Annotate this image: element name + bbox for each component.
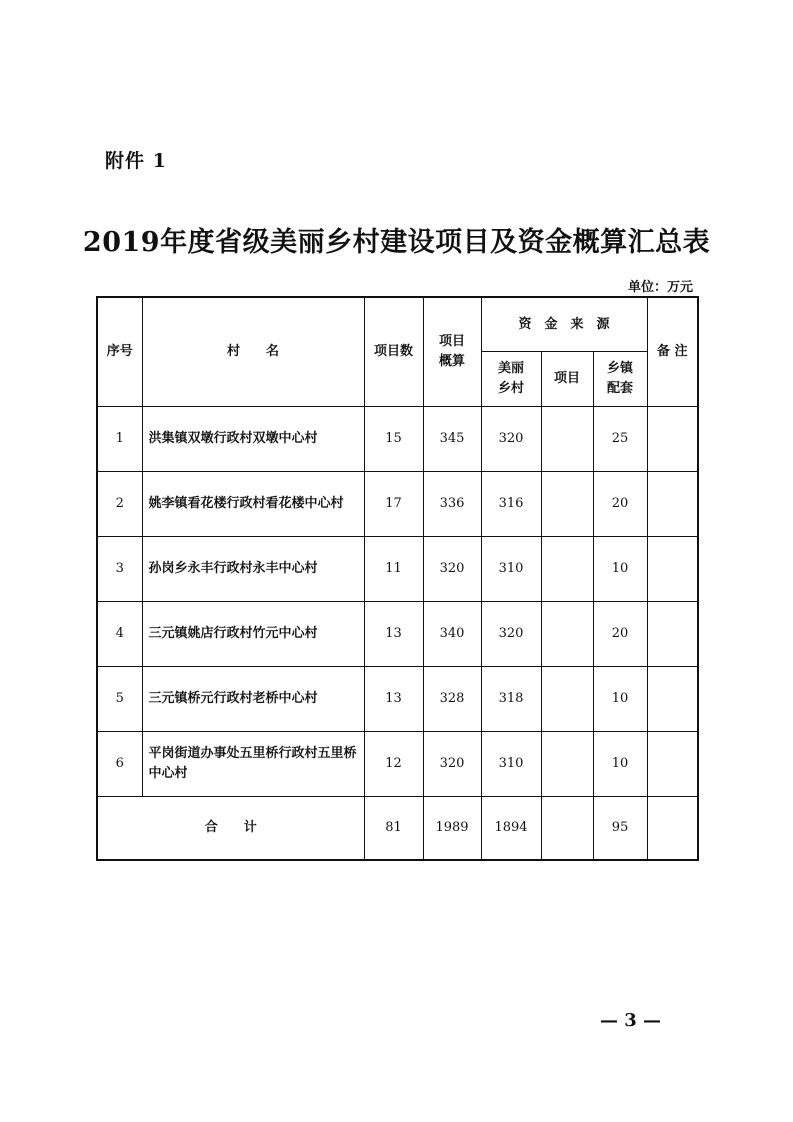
cell-seq: 3: [97, 536, 142, 601]
cell-count: 12: [364, 731, 423, 796]
cell-budget: 345: [423, 406, 481, 471]
total-township: 95: [593, 796, 647, 860]
cell-village: 平岗街道办事处五里桥行政村五里桥中心村: [142, 731, 364, 796]
cell-count: 15: [364, 406, 423, 471]
header-village: 村 名: [142, 297, 364, 406]
cell-seq: 2: [97, 471, 142, 536]
cell-remark: [647, 666, 698, 731]
page-title: 2019年度省级美丽乡村建设项目及资金概算汇总表: [82, 227, 711, 258]
table-row: [97, 406, 698, 471]
unit-label: 单位：万元: [627, 280, 693, 295]
cell-village: 三元镇桥元行政村老桥中心村: [142, 666, 364, 731]
cell-project: [541, 601, 593, 666]
table-row: [97, 601, 698, 666]
cell-meili: 320: [481, 406, 541, 471]
cell-budget: 336: [423, 471, 481, 536]
total-meili: 1894: [481, 796, 541, 860]
cell-count: 11: [364, 536, 423, 601]
total-project: [541, 796, 593, 860]
cell-village: 洪集镇双墩行政村双墩中心村: [142, 406, 364, 471]
cell-meili: 310: [481, 536, 541, 601]
header-project-budget: 项目 概算: [423, 297, 481, 406]
cell-project: [541, 536, 593, 601]
cell-township: 25: [593, 406, 647, 471]
header-xiangmu: 项目: [541, 351, 593, 406]
cell-village: 三元镇姚店行政村竹元中心村: [142, 601, 364, 666]
page-number: — 3 —: [600, 1010, 662, 1031]
cell-remark: [647, 471, 698, 536]
header-remark: 备 注: [647, 297, 698, 406]
cell-project: [541, 406, 593, 471]
cell-seq: 1: [97, 406, 142, 471]
cell-meili: 318: [481, 666, 541, 731]
cell-project: [541, 471, 593, 536]
total-row: [97, 796, 698, 860]
table-row: [97, 666, 698, 731]
cell-remark: [647, 406, 698, 471]
cell-seq: 4: [97, 601, 142, 666]
total-label: 合 计: [97, 796, 364, 860]
cell-budget: 340: [423, 601, 481, 666]
header-project-count: 项目数: [364, 297, 423, 406]
header-meili: 美丽 乡村: [481, 351, 541, 406]
cell-budget: 320: [423, 731, 481, 796]
table-row: [97, 536, 698, 601]
table-row: [97, 471, 698, 536]
cell-township: 10: [593, 666, 647, 731]
cell-count: 13: [364, 601, 423, 666]
attachment-label: 附件 1: [105, 150, 167, 172]
cell-budget: 328: [423, 666, 481, 731]
cell-count: 17: [364, 471, 423, 536]
total-budget: 1989: [423, 796, 481, 860]
cell-township: 20: [593, 601, 647, 666]
cell-count: 13: [364, 666, 423, 731]
cell-meili: 310: [481, 731, 541, 796]
total-count: 81: [364, 796, 423, 860]
cell-project: [541, 666, 593, 731]
cell-seq: 5: [97, 666, 142, 731]
cell-remark: [647, 731, 698, 796]
cell-township: 10: [593, 731, 647, 796]
cell-meili: 320: [481, 601, 541, 666]
cell-township: 10: [593, 536, 647, 601]
cell-remark: [647, 536, 698, 601]
cell-village: 孙岗乡永丰行政村永丰中心村: [142, 536, 364, 601]
cell-village: 姚李镇看花楼行政村看花楼中心村: [142, 471, 364, 536]
cell-remark: [647, 601, 698, 666]
header-row-1: [97, 297, 698, 351]
table-row: [97, 731, 698, 796]
cell-meili: 316: [481, 471, 541, 536]
cell-budget: 320: [423, 536, 481, 601]
header-seq: 序号: [97, 297, 142, 406]
header-township: 乡镇 配套: [593, 351, 647, 406]
header-fund-source: 资 金 来 源: [481, 297, 647, 351]
summary-table: [96, 296, 699, 861]
total-remark: [647, 796, 698, 860]
cell-seq: 6: [97, 731, 142, 796]
cell-township: 20: [593, 471, 647, 536]
cell-project: [541, 731, 593, 796]
